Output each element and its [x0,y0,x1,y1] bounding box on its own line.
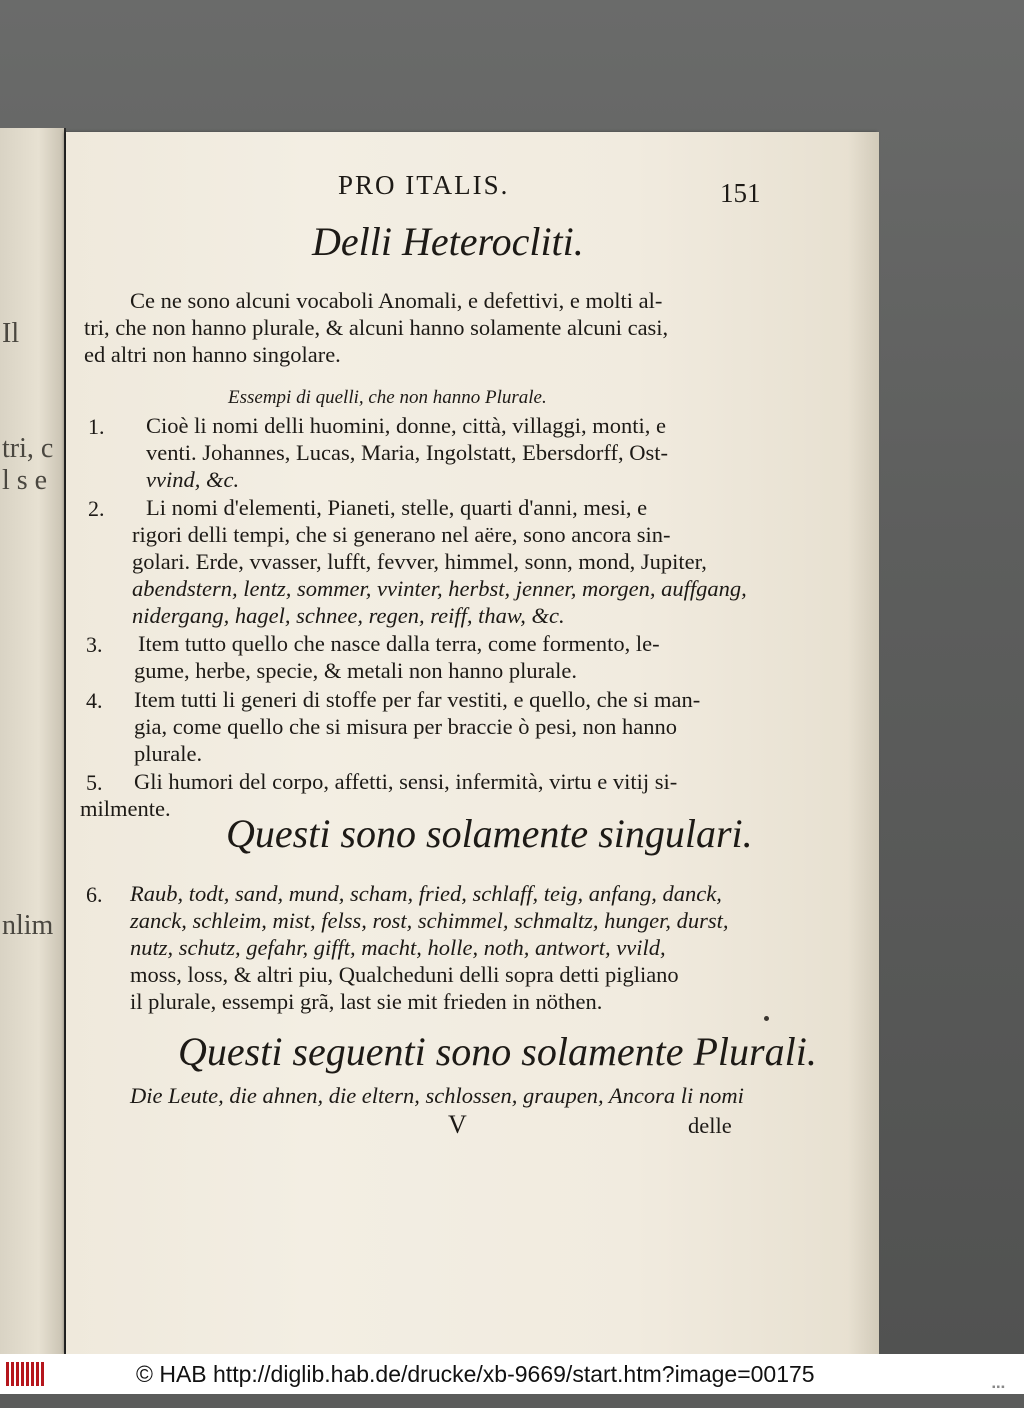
heading-singulari: Questi sono solamente singulari. [226,811,753,856]
item-number: 2. [88,496,105,521]
item-line: nidergang, hagel, schnee, regen, reiff, thaw, &c. [132,603,565,628]
item-number: 1. [88,414,105,439]
left-page-fragment: tri, c [2,433,54,464]
intro-line: Ce ne sono alcuni vocaboli Anomali, e defettivi, e molti al- [130,288,663,313]
item-line: Item tutti li generi di stoffe per far vestiti, e quello, che si man- [134,687,701,712]
item-line: gia, come quello che si misura per braccie ò pesi, non hanno [134,714,677,739]
footer-dots-icon: ▪▪▪ [992,1382,1006,1393]
item-line: golari. Erde, vvasser, lufft, fevver, himmel, sonn, mond, Jupiter, [132,549,707,574]
page-right-edge [848,132,879,1354]
item-line: Raub, todt, sand, mund, scham, fried, schlaff, teig, anfang, danck, [130,881,722,906]
item-line: moss, loss, & altri piu, Qualcheduni delli sopra detti pigliano [130,962,679,987]
item-line: venti. Johannes, Lucas, Maria, Ingolstatt, Ebersdorff, Ost- [146,440,668,465]
footer-bar [0,1354,1024,1394]
examples-subheading: Essempi di quelli, che non hanno Plurale. [228,387,547,408]
hab-logo-icon [6,1362,46,1386]
item-line: abendstern, lentz, sommer, vvinter, herbst, jenner, morgen, auffgang, [132,576,747,601]
plurali-line: Die Leute, die ahnen, die eltern, schlossen, graupen, Ancora li nomi [130,1083,744,1108]
left-page-fragment: nlim [2,910,54,941]
item-line: Li nomi d'elementi, Pianeti, stelle, quarti d'anni, mesi, e [146,495,648,520]
item-line: Item tutto quello che nasce dalla terra, come formento, le- [138,631,660,656]
left-page-fragment: Il [2,318,20,349]
item-line: il plurale, essempi grã, last sie mit frieden in nöthen. [130,989,603,1014]
ink-spot [764,1016,769,1021]
previous-page-edge [0,128,66,1354]
item-number: 6. [86,882,103,907]
running-title: PRO ITALIS. [338,170,510,200]
catchword: delle [688,1113,732,1138]
item-line: milmente. [80,796,171,821]
item-line: vvind, &c. [146,467,240,492]
page-number: 151 [720,178,761,208]
item-line: zanck, schleim, mist, felss, rost, schimmel, schmaltz, hunger, durst, [130,908,729,933]
left-page-fragment: l s e [2,465,48,496]
item-line: Gli humori del corpo, affetti, sensi, infermità, virtu e vitij si- [134,769,678,794]
item-line: rigori delli tempi, che si generano nel aëre, sono ancora sin- [132,522,671,547]
item-number: 5. [86,770,103,795]
item-number: 4. [86,688,103,713]
heading-heterocliti: Delli Heterocliti. [312,219,584,264]
footer-credit-link[interactable]: © HAB http://diglib.hab.de/drucke/xb-9669/start.htm?image=00175 [136,1361,815,1387]
item-line: nutz, schutz, gefahr, gifft, macht, holle, noth, antwort, vvild, [130,935,666,960]
intro-line: ed altri non hanno singolare. [84,342,341,367]
intro-line: tri, che non hanno plurale, & alcuni hanno solamente alcuni casi, [84,315,669,340]
heading-plurali: Questi seguenti sono solamente Plurali. [178,1029,817,1074]
item-line: gume, herbe, specie, & metali non hanno plurale. [134,658,577,683]
item-line: Cioè li nomi delli huomini, donne, città, villaggi, monti, e [146,413,666,438]
signature-mark: V [448,1110,467,1139]
item-number: 3. [86,632,103,657]
item-line: plurale. [134,741,203,766]
